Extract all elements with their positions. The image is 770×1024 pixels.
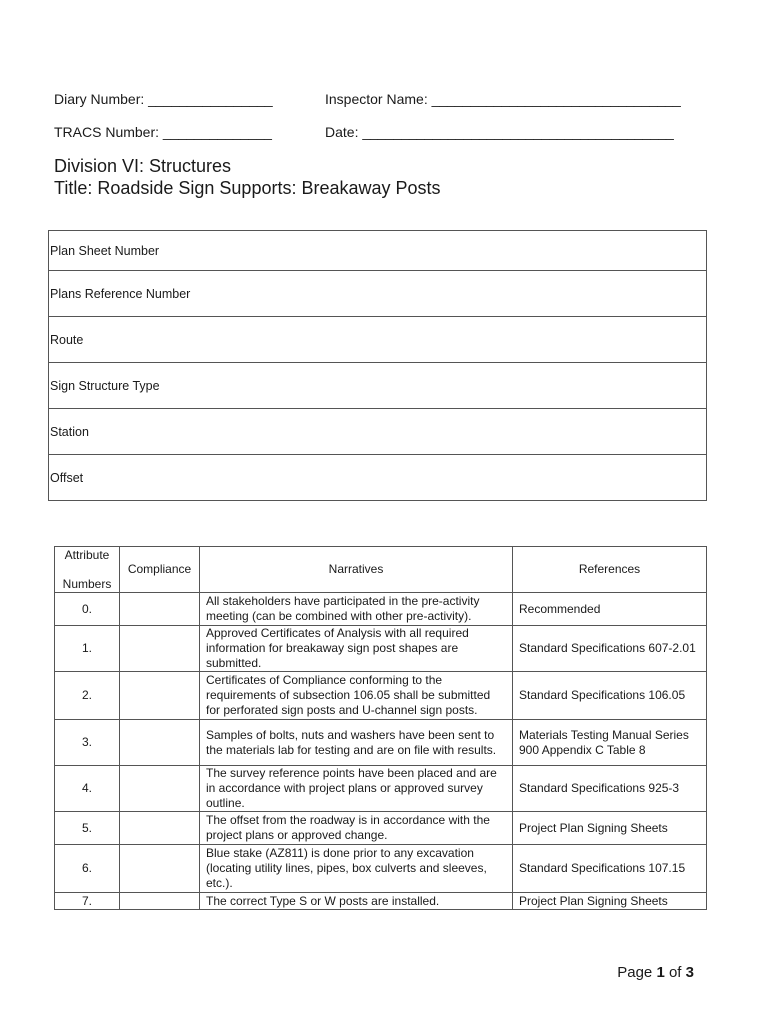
attribute-number: 2. — [55, 672, 120, 720]
compliance-cell[interactable] — [120, 812, 200, 845]
attribute-number: 7. — [55, 893, 120, 910]
tracs-number-field[interactable]: TRACS Number: ______________ — [54, 124, 272, 140]
compliance-cell[interactable] — [120, 845, 200, 893]
page-word: Page — [617, 964, 653, 981]
info-row-sign-structure-type[interactable]: Sign Structure Type — [49, 363, 707, 409]
reference-cell: Standard Specifications 925-3 — [513, 766, 707, 812]
info-row-plan-sheet-number[interactable]: Plan Sheet Number — [49, 231, 707, 271]
reference-cell: Materials Testing Manual Series 900 Appendix C Table 8 — [513, 720, 707, 766]
compliance-cell[interactable] — [120, 893, 200, 910]
table-row — [55, 766, 707, 812]
compliance-cell[interactable] — [120, 593, 200, 626]
document-title: Title: Roadside Sign Supports: Breakaway Posts — [54, 178, 441, 198]
info-row-station[interactable]: Station — [49, 409, 707, 455]
page-total: 3 — [685, 964, 694, 981]
attribute-header-line1: Attribute — [64, 547, 110, 562]
narratives-header: Narratives — [200, 547, 513, 593]
of-word: of — [668, 964, 682, 981]
attributes-table — [54, 546, 707, 910]
project-info-table — [48, 230, 707, 501]
reference-cell: Project Plan Signing Sheets — [513, 812, 707, 845]
diary-number-field[interactable]: Diary Number: ________________ — [54, 91, 273, 107]
attribute-header-line2: Numbers — [62, 576, 112, 591]
table-row — [55, 893, 707, 910]
attribute-number: 4. — [55, 766, 120, 812]
attribute-number: 1. — [55, 626, 120, 672]
compliance-cell[interactable] — [120, 626, 200, 672]
info-row-offset[interactable]: Offset — [49, 455, 707, 501]
attribute-number: 3. — [55, 720, 120, 766]
table-row — [55, 593, 707, 626]
page-current: 1 — [656, 964, 665, 981]
narrative-cell: All stakeholders have participated in the pre-activity meeting (can be combined with other pre-activity). — [200, 593, 513, 626]
compliance-cell[interactable] — [120, 720, 200, 766]
inspector-name-field[interactable]: Inspector Name: ________________________________ — [325, 91, 681, 107]
table-row — [55, 812, 707, 845]
compliance-header: Compliance — [120, 547, 200, 593]
compliance-cell[interactable] — [120, 672, 200, 720]
table-row — [55, 626, 707, 672]
attribute-number: 0. — [55, 593, 120, 626]
reference-cell: Standard Specifications 607-2.01 — [513, 626, 707, 672]
attribute-number: 5. — [55, 812, 120, 845]
reference-cell: Standard Specifications 106.05 — [513, 672, 707, 720]
narrative-cell: Certificates of Compliance conforming to the requirements of subsection 106.05 shall be submitted for perforated sign posts and U-channel sign posts. — [200, 672, 513, 720]
narrative-cell: Approved Certificates of Analysis with all required information for breakaway sign post shapes are submitted. — [200, 626, 513, 672]
page-indicator — [617, 964, 694, 981]
info-row-plans-reference-number[interactable]: Plans Reference Number — [49, 271, 707, 317]
narrative-cell: Blue stake (AZ811) is done prior to any excavation (locating utility lines, pipes, box culverts and sleeves, etc.). — [200, 845, 513, 893]
narrative-cell: The correct Type S or W posts are installed. — [200, 893, 513, 910]
date-field[interactable]: Date: ________________________________________ — [325, 124, 674, 140]
narrative-cell: The offset from the roadway is in accordance with the project plans or approved change. — [200, 812, 513, 845]
table-row — [55, 845, 707, 893]
table-row — [55, 672, 707, 720]
reference-cell: Standard Specifications 107.15 — [513, 845, 707, 893]
division-heading: Division VI: Structures — [54, 156, 232, 176]
reference-cell: Recommended — [513, 593, 707, 626]
compliance-cell[interactable] — [120, 766, 200, 812]
table-row — [55, 720, 707, 766]
narrative-cell: Samples of bolts, nuts and washers have been sent to the materials lab for testing and are on file with results. — [200, 720, 513, 766]
references-header: References — [513, 547, 707, 593]
attribute-numbers-header — [55, 547, 120, 593]
narrative-cell: The survey reference points have been placed and are in accordance with project plans or approved survey outline. — [200, 766, 513, 812]
attribute-number: 6. — [55, 845, 120, 893]
reference-cell: Project Plan Signing Sheets — [513, 893, 707, 910]
info-row-route[interactable]: Route — [49, 317, 707, 363]
